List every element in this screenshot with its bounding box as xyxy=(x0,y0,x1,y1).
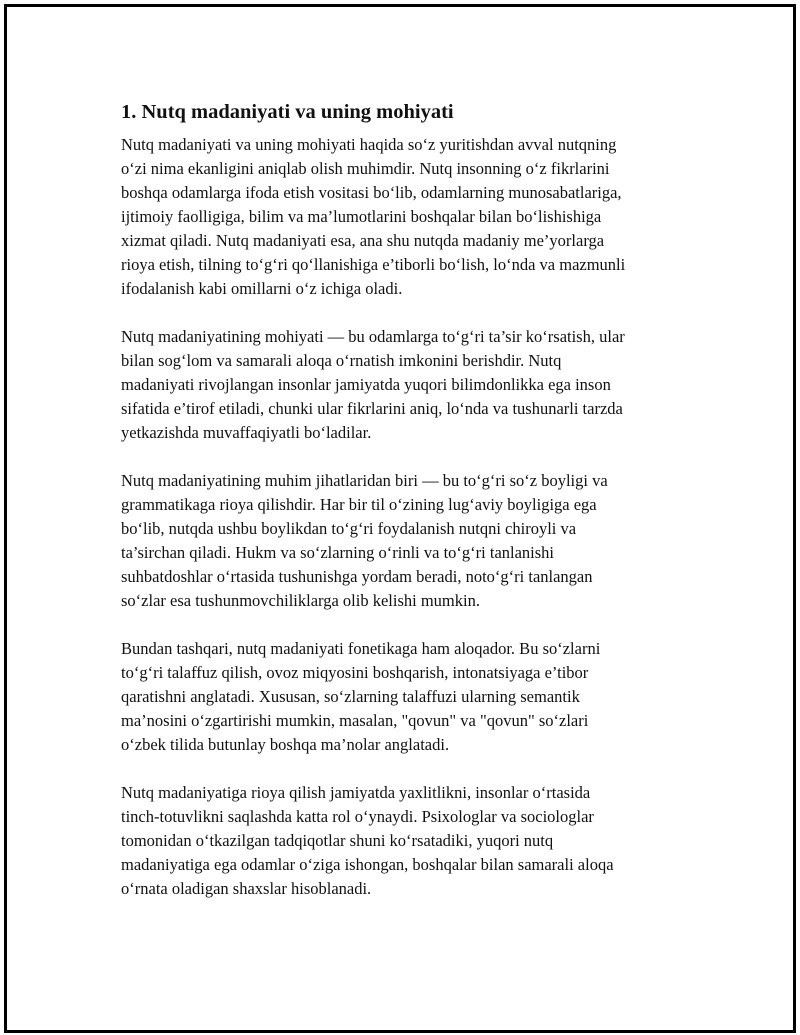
text-line: madaniyatiga ega odamlar o‘ziga ishongan, boshqalar bilan samarali aloqa xyxy=(121,855,614,874)
text-line: qaratishni anglatadi. Xususan, so‘zlarning talaffuzi ularning semantik xyxy=(121,687,580,706)
text-line: boshqa odamlarga ifoda etish vositasi bo‘lib, odamlarning munosabatlariga, xyxy=(121,183,622,202)
text-line: suhbatdoshlar o‘rtasida tushunishga yordam beradi, noto‘g‘ri tanlangan xyxy=(121,567,593,586)
text-line: to‘g‘ri talaffuz qilish, ovoz miqyosini boshqarish, intonatsiyaga e’tibor xyxy=(121,663,589,682)
text-line: yetkazishda muvaffaqiyatli bo‘ladilar. xyxy=(121,423,372,442)
paragraph-3 xyxy=(121,469,701,613)
page-frame xyxy=(4,4,796,1033)
document-body xyxy=(121,99,701,925)
text-line: bo‘lib, nutqda ushbu boylikdan to‘g‘ri foydalanish nutqni chiroyli va xyxy=(121,519,577,538)
paragraph-5 xyxy=(121,781,701,901)
text-line: Bundan tashqari, nutq madaniyati fonetikaga ham aloqador. Bu so‘zlarni xyxy=(121,639,601,658)
text-line: ma’nosini o‘zgartirishi mumkin, masalan, "qovun" va "qovun" so‘zlari xyxy=(121,711,589,730)
text-line: ifodalanish kabi omillarni o‘z ichiga oladi. xyxy=(121,279,403,298)
paragraph-4 xyxy=(121,637,701,757)
text-line: bilan sog‘lom va samarali aloqa o‘rnatish imkonini berishdir. Nutq xyxy=(121,351,562,370)
text-line: grammatikaga rioya qilishdir. Har bir til o‘zining lug‘aviy boyligiga ega xyxy=(121,495,597,514)
text-line: ijtimoiy faolligiga, bilim va ma’lumotlarini boshqalar bilan bo‘lishishiga xyxy=(121,207,602,226)
text-line: xizmat qiladi. Nutq madaniyati esa, ana shu nutqda madaniy me’yorlarga xyxy=(121,231,605,250)
paragraph-1 xyxy=(121,133,701,301)
text-line: ta’sirchan qiladi. Hukm va so‘zlarning o‘rinli va to‘g‘ri tanlanishi xyxy=(121,543,555,562)
text-line: tinch-totuvlikni saqlashda katta rol o‘ynaydi. Psixologlar va sociologlar xyxy=(121,807,594,826)
text-line: o‘zi nima ekanligini aniqlab olish muhimdir. Nutq insonning o‘z fikrlarini xyxy=(121,159,610,178)
text-line: Nutq madaniyatiga rioya qilish jamiyatda yaxlitlikni, insonlar o‘rtasida xyxy=(121,783,591,802)
text-line: madaniyati rivojlangan insonlar jamiyatda yuqori bilimdonlikka ega inson xyxy=(121,375,611,394)
text-line: o‘rnata oladigan shaxslar hisoblanadi. xyxy=(121,879,372,898)
document-title: 1. Nutq madaniyati va uning mohiyati xyxy=(121,101,454,123)
text-line: sifatida e’tirof etiladi, chunki ular fikrlarini aniq, lo‘nda va tushunarli tarzda xyxy=(121,399,623,418)
text-line: Nutq madaniyatining mohiyati — bu odamlarga to‘g‘ri ta’sir ko‘rsatish, ular xyxy=(121,327,625,346)
text-line: tomonidan o‘tkazilgan tadqiqotlar shuni ko‘rsatadiki, yuqori nutq xyxy=(121,831,554,850)
text-line: o‘zbek tilida butunlay boshqa ma’nolar anglatadi. xyxy=(121,735,450,754)
text-line: Nutq madaniyati va uning mohiyati haqida so‘z yuritishdan avval nutqning xyxy=(121,135,617,154)
paragraph-2 xyxy=(121,325,701,445)
text-line: so‘zlar esa tushunmovchiliklarga olib kelishi mumkin. xyxy=(121,591,480,610)
text-line: Nutq madaniyatining muhim jihatlaridan biri — bu to‘g‘ri so‘z boyligi va xyxy=(121,471,608,490)
text-line: rioya etish, tilning to‘g‘ri qo‘llanishiga e’tiborli bo‘lish, lo‘nda va mazmunli xyxy=(121,255,626,274)
